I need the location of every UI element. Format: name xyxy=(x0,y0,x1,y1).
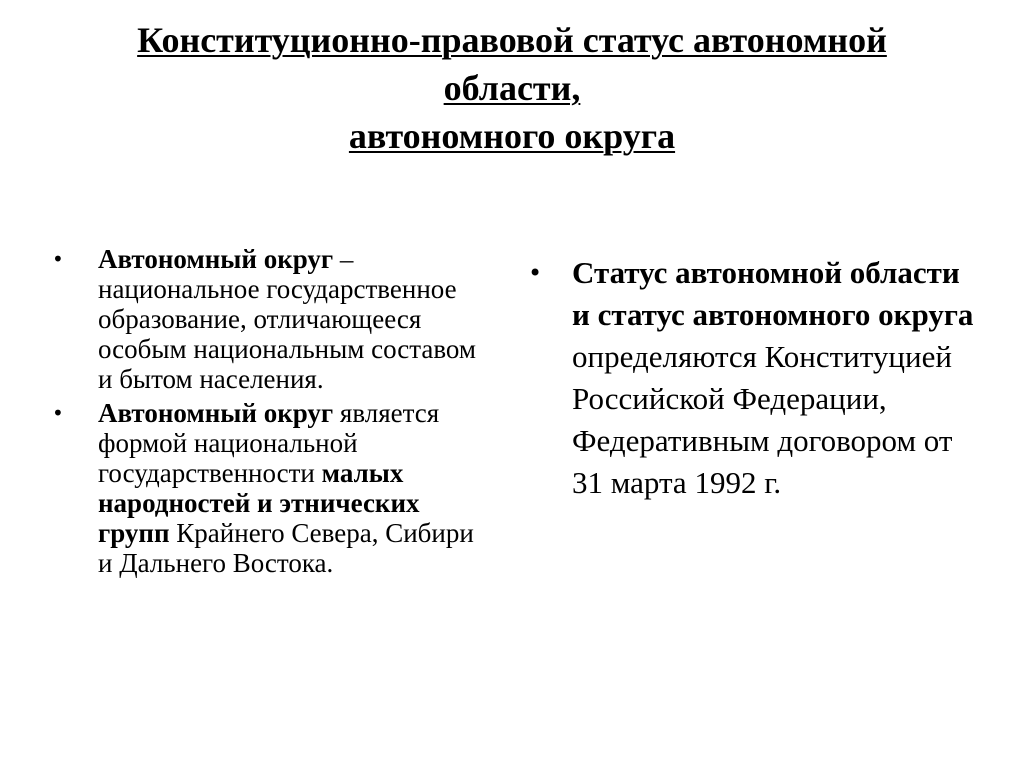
bullet-item-autonomous-okrug-definition xyxy=(52,244,492,394)
title-line-3: автономного округа xyxy=(348,116,676,156)
bullet-icon: • xyxy=(52,401,64,425)
emphasis-small-peoples: малых народностей и этнических групп xyxy=(98,458,420,548)
bullet-icon: • xyxy=(52,247,64,271)
form-text: является формой национальной государственности xyxy=(98,398,440,488)
term-autonomous-okrug: Автономный округ xyxy=(98,398,334,428)
emphasis-status: Статус автономной области и статус автономного округа xyxy=(572,255,974,332)
definition-text: – национальное государственное образование, отличающееся особым национальным составом и бытом населения. xyxy=(98,244,476,394)
bullet-item-status-determination xyxy=(528,252,978,504)
status-source-text: определяются Конституцией Российской Федерации, Федеративным договором от 31 марта 1992 г. xyxy=(572,339,953,500)
right-column xyxy=(528,252,978,504)
title-line-2: области, xyxy=(443,68,581,108)
slide-title xyxy=(40,16,984,160)
term-autonomous-okrug: Автономный округ xyxy=(98,244,334,274)
regions-text: Крайнего Севера, Сибири и Дальнего Востока. xyxy=(98,518,474,578)
title-line-1: Конституционно-правовой статус автономной xyxy=(137,20,887,60)
left-column xyxy=(52,244,492,578)
bullet-icon: • xyxy=(528,259,543,287)
bullet-item-autonomous-okrug-form xyxy=(52,398,492,578)
